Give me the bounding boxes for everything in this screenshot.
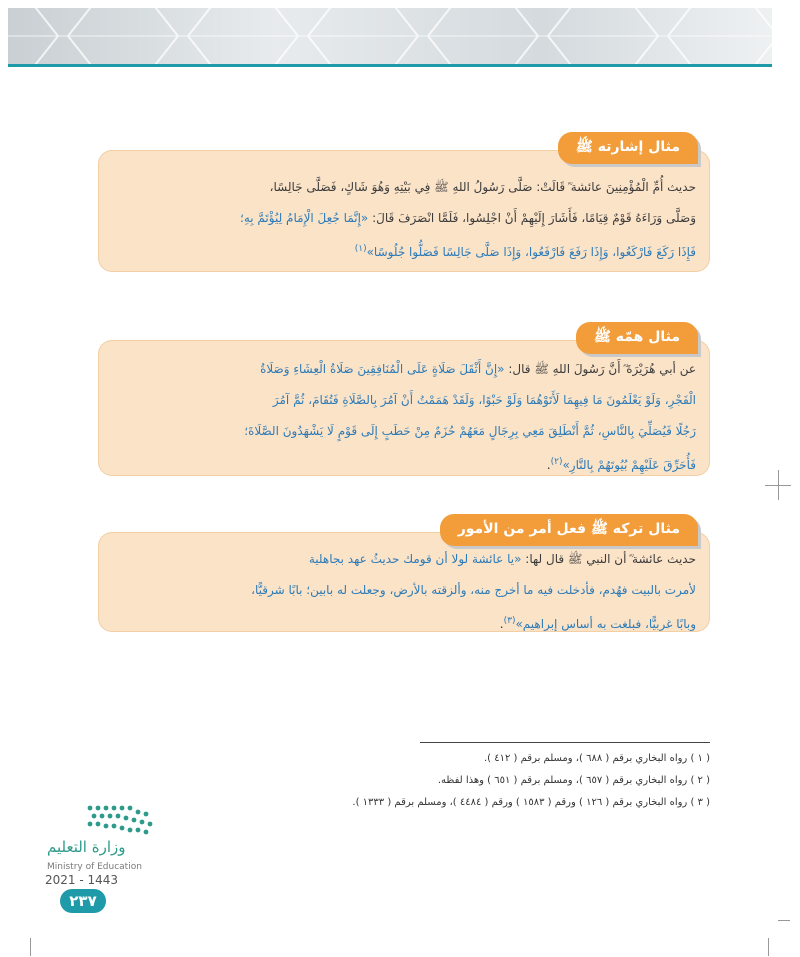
narration-text: حديث أُمِّ الْمُؤْمِنِينَ عائشة ؓ قَالَتْ: صَلَّى رَسُولُ اللهِ ﷺ فِي بَيْتِهِ وَهُوَ شَاكٍ، فَصَلَّى جَالِسًا، xyxy=(269,180,696,194)
crop-mark xyxy=(765,485,791,486)
footnotes xyxy=(200,748,710,814)
hadith-text xyxy=(110,172,696,268)
text-line xyxy=(110,544,696,575)
hadith-quote: «إِنَّ أَثْقَلَ صَلَاةٍ عَلَى الْمُنَافِقِينَ صَلَاةُ الْعِشَاءِ وَصَلَاةُ xyxy=(260,362,505,376)
section-title: مثال تركه ﷺ فعل أمر من الأمور xyxy=(440,514,698,546)
page-number: ٢٣٧ xyxy=(60,889,106,913)
example-box-intention xyxy=(98,329,710,476)
hadith-quote: رَجُلًا فَيُصَلِّيَ بِالنَّاسِ، ثُمَّ أَنْطَلِقَ مَعِي بِرِجَالٍ مَعَهُمْ حُزَمٌ مِنْ حَطَبٍ إِلَى قَوْمٍ لَا يَشْهَدُونَ الصَّلَاةَ؛ xyxy=(244,424,696,438)
hadith-quote: فَأُحَرِّقَ عَلَيْهِمْ بُيُوتَهُمْ بِالنَّارِ» xyxy=(562,458,696,472)
narration-text: . xyxy=(546,458,551,472)
text-line xyxy=(110,172,696,203)
star-pattern-decoration xyxy=(8,8,772,64)
footnote-separator xyxy=(420,742,710,743)
text-line xyxy=(110,385,696,416)
section-title: مثال همّه ﷺ xyxy=(576,322,698,354)
section-title: مثال إشارته ﷺ xyxy=(558,132,698,164)
hadith-quote: لأمرت بالبيت فهُدم، فأدخلت فيه ما أخرج منه، وألزقته بالأرض، وجعلت له بابين؛ بابًا شرقيًّا، xyxy=(251,583,696,597)
footnote-ref: (٣) xyxy=(503,616,516,626)
hadith-text xyxy=(110,544,696,640)
ministry-name-english: Ministry of Education xyxy=(47,862,142,872)
hadith-text xyxy=(110,354,696,481)
example-box-abandonment xyxy=(98,521,710,632)
hadith-quote: «يا عائشة لولا أن قومك حديثُ عهد بجاهلية xyxy=(308,552,522,566)
header-accent-line xyxy=(8,64,772,67)
footnote-item: ( ١ ) رواه البخاري برقم ( ٦٨٨ )، ومسلم برقم ( ٤١٢ ). xyxy=(483,753,710,764)
crop-mark xyxy=(768,938,769,956)
text-line xyxy=(110,234,696,268)
narration-text: وَصَلَّى وَرَاءَهُ قَوْمٌ قِيَامًا، فَأَشَارَ إِلَيْهِمْ أَنْ اجْلِسُوا، فَلَمَّا انْصَرَفَ قَالَ: xyxy=(368,211,696,225)
narration-text: عن أبي هُرَيْرَةَ ؓ أَنَّ رَسُولَ اللهِ ﷺ قال: xyxy=(504,362,696,376)
narration-text: . xyxy=(499,617,504,631)
crop-mark xyxy=(778,920,790,921)
footnote-item: ( ٣ ) رواه البخاري برقم ( ١٢٦ ) ورقم ( ١٥٨٣ ) ورقم ( ٤٤٨٤ )، ومسلم برقم ( ١٣٣٣ ). xyxy=(352,797,710,808)
hadith-quote: «إِنَّمَا جُعِلَ الْإِمَامُ لِيُؤْتَمَّ بِهِ؛ xyxy=(240,211,369,225)
ministry-name-arabic: وزارة التعليم xyxy=(47,838,126,856)
hadith-quote: الْفَجْرِ، وَلَوْ يَعْلَمُونَ مَا فِيهِمَا لَأَتَوْهُمَا وَلَوْ حَبْوًا، وَلَقَدْ هَمَمْتُ أَنْ آمُرَ بِالصَّلَاةِ فَتُقَامَ، ثُمَّ آمُرَ xyxy=(272,393,696,407)
text-line xyxy=(110,203,696,234)
text-line xyxy=(110,575,696,606)
narration-text: حديث عائشة ؓ أن النبي ﷺ قال لها: xyxy=(521,552,696,566)
footnote-ref: (٢) xyxy=(550,457,563,467)
footnote-item: ( ٢ ) رواه البخاري برقم ( ٦٥٧ )، ومسلم برقم ( ٦٥١ ) وهذا لفظه. xyxy=(437,775,710,786)
example-box-gesture xyxy=(98,139,710,272)
text-line xyxy=(110,416,696,447)
edition-year: 2021 - 1443 xyxy=(45,873,119,887)
crop-mark xyxy=(30,938,31,956)
hadith-quote: فَإِذَا رَكَعَ فَارْكَعُوا، وَإِذَا رَفَعَ فَارْفَعُوا، وَإِذَا صَلَّى جَالِسًا فَصَلُّوا جُلُوسًا» xyxy=(366,245,696,259)
text-line xyxy=(110,354,696,385)
footnote-ref: (١) xyxy=(354,244,367,254)
header-pattern-band xyxy=(8,8,772,64)
text-line xyxy=(110,606,696,640)
hadith-quote: وبابًا غربيًّا، فبلغت به أساس إبراهيم» xyxy=(515,617,696,631)
text-line xyxy=(110,447,696,481)
